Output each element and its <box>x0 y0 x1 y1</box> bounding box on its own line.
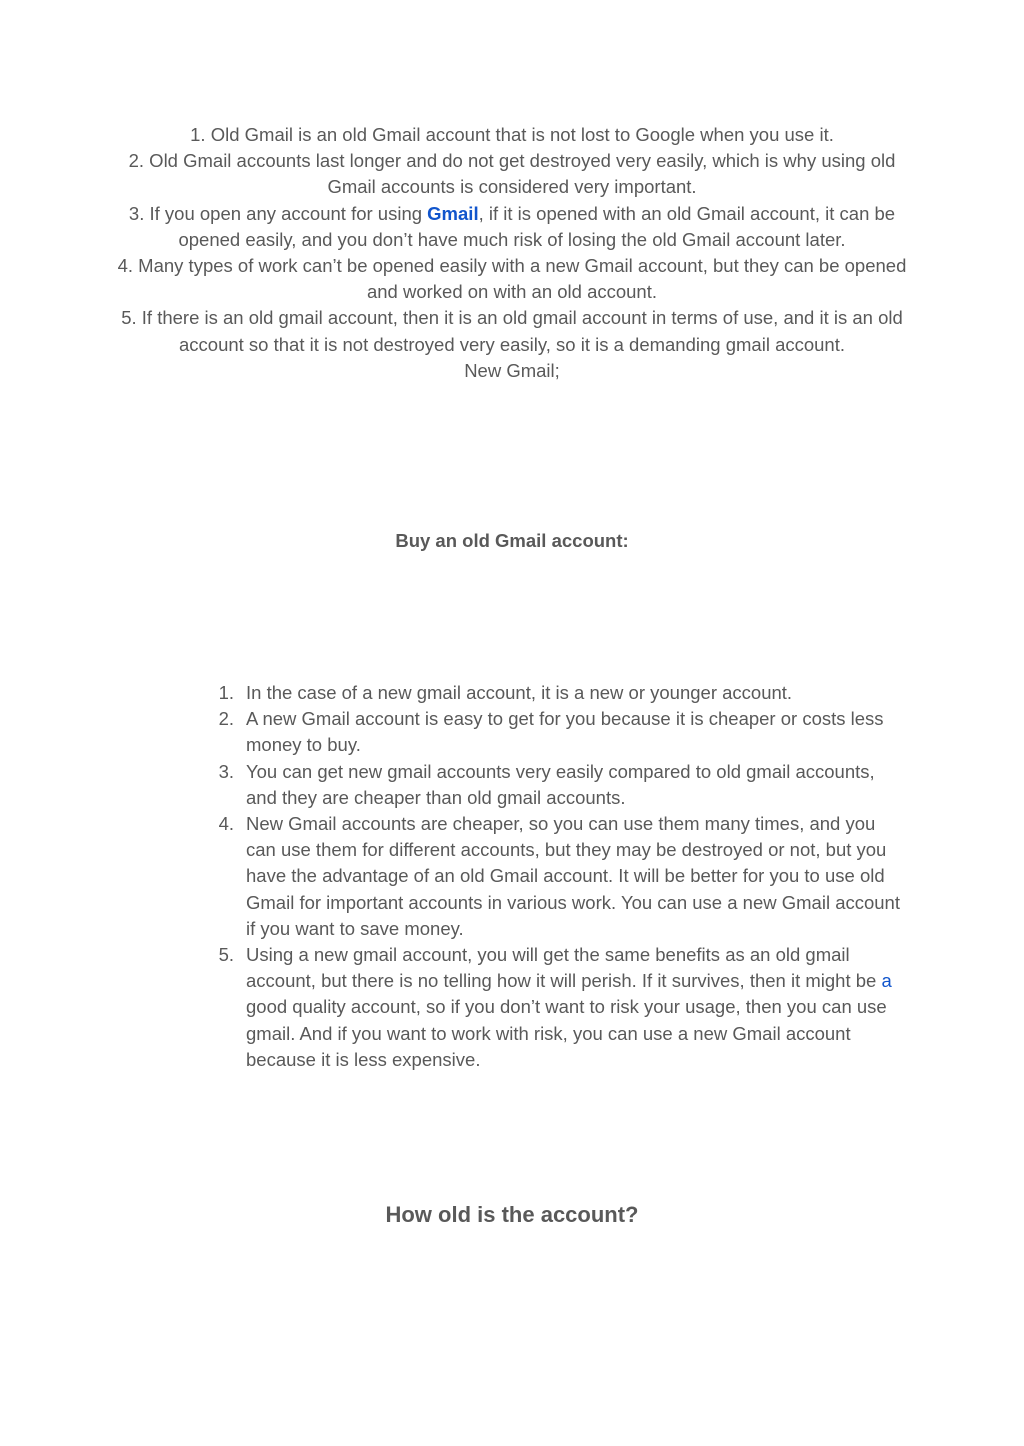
list-item <box>218 942 906 1073</box>
intro-item-1: 1. Old Gmail is an old Gmail account that is not lost to Google when you use it. <box>190 124 834 145</box>
list-item-text: You can get new gmail accounts very easily compared to old gmail accounts, and they are cheaper than old gmail accounts. <box>246 760 875 808</box>
list-item-text: A new Gmail account is easy to get for you because it is cheaper or costs less money to buy. <box>246 708 884 756</box>
list-item-text: New Gmail accounts are cheaper, so you can use them many times, and you can use them for different accounts, but they may be destroyed or not, but you have the advantage of an old Gmail account. It will be better for you to use old Gmail for important accounts in various work. You can use a new Gmail account if you want to save money. <box>246 813 900 939</box>
list-item-text-before: Using a new gmail account, you will get the same benefits as an old gmail account, but there is no telling how it will perish. If it survives, then it might be <box>246 944 882 992</box>
intro-item-3-text-before: 3. If you open any account for using <box>128 202 428 224</box>
list-item-number: 1. <box>218 682 234 703</box>
intro-item-6: New Gmail; <box>464 359 560 381</box>
list-item <box>218 706 906 758</box>
intro-item-3 <box>112 201 912 253</box>
intro-item-2: 2. Old Gmail accounts last longer and do not get destroyed very easily, which is why using old Gmail accounts is considered very important. <box>128 150 896 198</box>
list-item-text: In the case of a new gmail account, it is a new or younger account. <box>246 682 793 703</box>
list-item <box>218 680 906 706</box>
intro-item-3-text-after: , if it is opened with an old Gmail account, it can be opened easily, and you don’t have much risk of losing the old Gmail account later. <box>178 202 896 250</box>
intro-item-4: 4. Many types of work can’t be opened easily with a new Gmail account, but they can be opened and worked on with an old account. <box>117 255 907 303</box>
list-item-number: 3. <box>218 760 234 782</box>
list-item-text-after: good quality account, so if you don’t want to risk your usage, then you can use gmail. And if you want to work with risk, you can use a new Gmail account because it is less expensive. <box>246 996 887 1070</box>
intro-item-5: 5. If there is an old gmail account, then it is an old gmail account in terms of use, and it is an old account so that it is not destroyed very easily, so it is a demanding gmail account. <box>121 307 903 355</box>
new-gmail-list <box>218 680 906 1073</box>
list-item <box>218 759 906 811</box>
section-heading: Buy an old Gmail account: <box>395 530 629 551</box>
list-item-number: 4. <box>218 813 234 835</box>
intro-paragraphs <box>112 122 912 384</box>
bottom-heading: How old is the account? <box>385 1202 639 1227</box>
list-item <box>218 811 906 942</box>
gmail-link[interactable]: Gmail <box>427 202 479 224</box>
list-item-number: 5. <box>218 944 234 966</box>
inline-link[interactable]: a <box>881 970 892 992</box>
list-item-number: 2. <box>218 708 234 730</box>
